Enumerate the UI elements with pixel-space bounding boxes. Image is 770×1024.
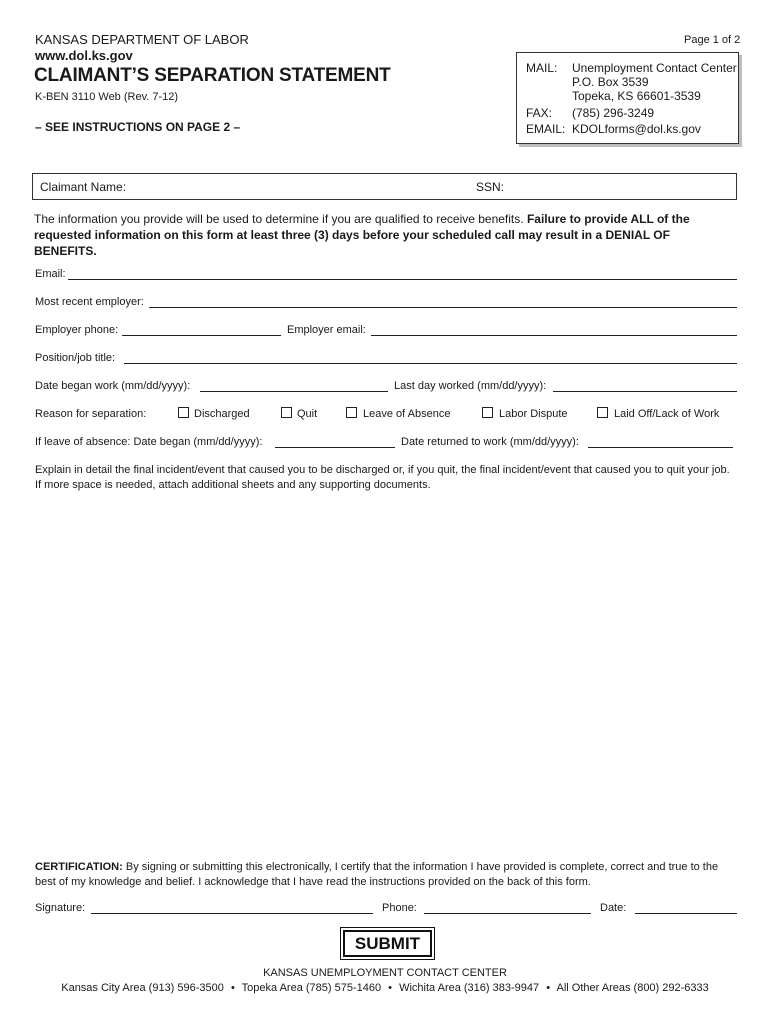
leave-of-absence-checkbox[interactable] (346, 407, 357, 418)
laid-off-checkbox[interactable] (597, 407, 608, 418)
discharged-checkbox[interactable] (178, 407, 189, 418)
footer-separator: • (230, 982, 235, 994)
explain-instructions: Explain in detail the final incident/event that caused you to be discharged or, if you quit, the final incident/event that caused you to quit your job. If more space is needed, attach additional sheets and any supporting documents. (35, 464, 730, 491)
ssn-label: SSN: (476, 180, 505, 194)
certification-paragraph (35, 860, 737, 890)
labor-dispute-label: Labor Dispute (499, 408, 568, 420)
footer-separator: • (546, 982, 551, 994)
signature-label: Signature: (35, 902, 86, 914)
email-field[interactable] (68, 279, 737, 280)
footer-phone-list (0, 982, 770, 994)
mail-line-2: P.O. Box 3539 (572, 75, 649, 89)
email-label: EMAIL: (526, 122, 566, 136)
agency-website: www.dol.ks.gov (35, 48, 133, 63)
form-title: CLAIMANT’S SEPARATION STATEMENT (34, 65, 391, 86)
date-field[interactable] (635, 913, 737, 914)
laid-off-label: Laid Off/Lack of Work (614, 408, 720, 420)
submit-button[interactable]: SUBMIT (343, 930, 432, 957)
position-label: Position/job title: (35, 352, 116, 364)
loa-returned-label: Date returned to work (mm/dd/yyyy): (401, 436, 579, 448)
employer-phone-label: Employer phone: (35, 324, 119, 336)
fax-label: FAX: (526, 106, 553, 120)
date-label: Date: (600, 902, 627, 914)
date-began-label: Date began work (mm/dd/yyyy): (35, 380, 191, 392)
certification-label: CERTIFICATION: (35, 861, 123, 873)
mail-label: MAIL: (526, 61, 558, 75)
contact-box (516, 52, 739, 144)
page-indicator: Page 1 of 2 (684, 34, 741, 46)
footer-wichita: Wichita Area (316) 383-9947 (399, 982, 540, 994)
intro-text: The information you provide will be used to determine if you are qualified to receive benefits. (34, 212, 527, 226)
footer-topeka: Topeka Area (785) 575-1460 (241, 982, 382, 994)
certification-text: By signing or submitting this electronically, I certify that the information I have provided is complete, correct and true to the best of my knowledge and belief. I acknowledge that I have read the instructions provided on the back of this form. (35, 861, 719, 888)
footer-center-name: KANSAS UNEMPLOYMENT CONTACT CENTER (263, 967, 507, 979)
leave-of-absence-label: Leave of Absence (363, 408, 451, 420)
footer-separator: • (388, 982, 393, 994)
phone-field[interactable] (424, 913, 591, 914)
agency-name: KANSAS DEPARTMENT OF LABOR (35, 32, 249, 47)
footer-other: All Other Areas (800) 292-6333 (556, 982, 709, 994)
signature-field[interactable] (91, 913, 373, 914)
reason-label: Reason for separation: (35, 408, 147, 420)
employer-field[interactable] (149, 307, 737, 308)
instructions-note: – SEE INSTRUCTIONS ON PAGE 2 – (35, 120, 241, 134)
mail-line-1: Unemployment Contact Center (572, 61, 737, 75)
fax-number: (785) 296-3249 (572, 106, 655, 120)
intro-paragraph (34, 211, 734, 259)
intro-warning: Failure to provide ALL of the requested information on this form at least three (3) days before your scheduled call may result in a DENIAL OF BENEFITS. (34, 212, 690, 258)
labor-dispute-checkbox[interactable] (482, 407, 493, 418)
phone-label: Phone: (382, 902, 417, 914)
explanation-textarea[interactable] (35, 498, 737, 848)
position-field[interactable] (124, 363, 737, 364)
employer-email-label: Employer email: (287, 324, 366, 336)
footer-kc: Kansas City Area (913) 596-3500 (61, 982, 224, 994)
email-field-label: Email: (35, 268, 66, 280)
quit-checkbox[interactable] (281, 407, 292, 418)
last-day-label: Last day worked (mm/dd/yyyy): (394, 380, 547, 392)
loa-began-label: If leave of absence: Date began (mm/dd/yyyy): (35, 436, 263, 448)
loa-began-field[interactable] (275, 447, 395, 448)
employer-label: Most recent employer: (35, 296, 144, 308)
last-day-field[interactable] (553, 391, 737, 392)
date-began-field[interactable] (200, 391, 388, 392)
claimant-name-box[interactable] (32, 173, 737, 200)
form-number: K-BEN 3110 Web (Rev. 7-12) (35, 91, 179, 103)
claimant-name-label: Claimant Name: (40, 180, 127, 194)
quit-label: Quit (297, 408, 318, 420)
loa-returned-field[interactable] (588, 447, 733, 448)
employer-email-field[interactable] (371, 335, 737, 336)
employer-phone-field[interactable] (122, 335, 281, 336)
contact-email: KDOLforms@dol.ks.gov (572, 122, 701, 136)
discharged-label: Discharged (194, 408, 250, 420)
mail-line-3: Topeka, KS 66601-3539 (572, 89, 701, 103)
